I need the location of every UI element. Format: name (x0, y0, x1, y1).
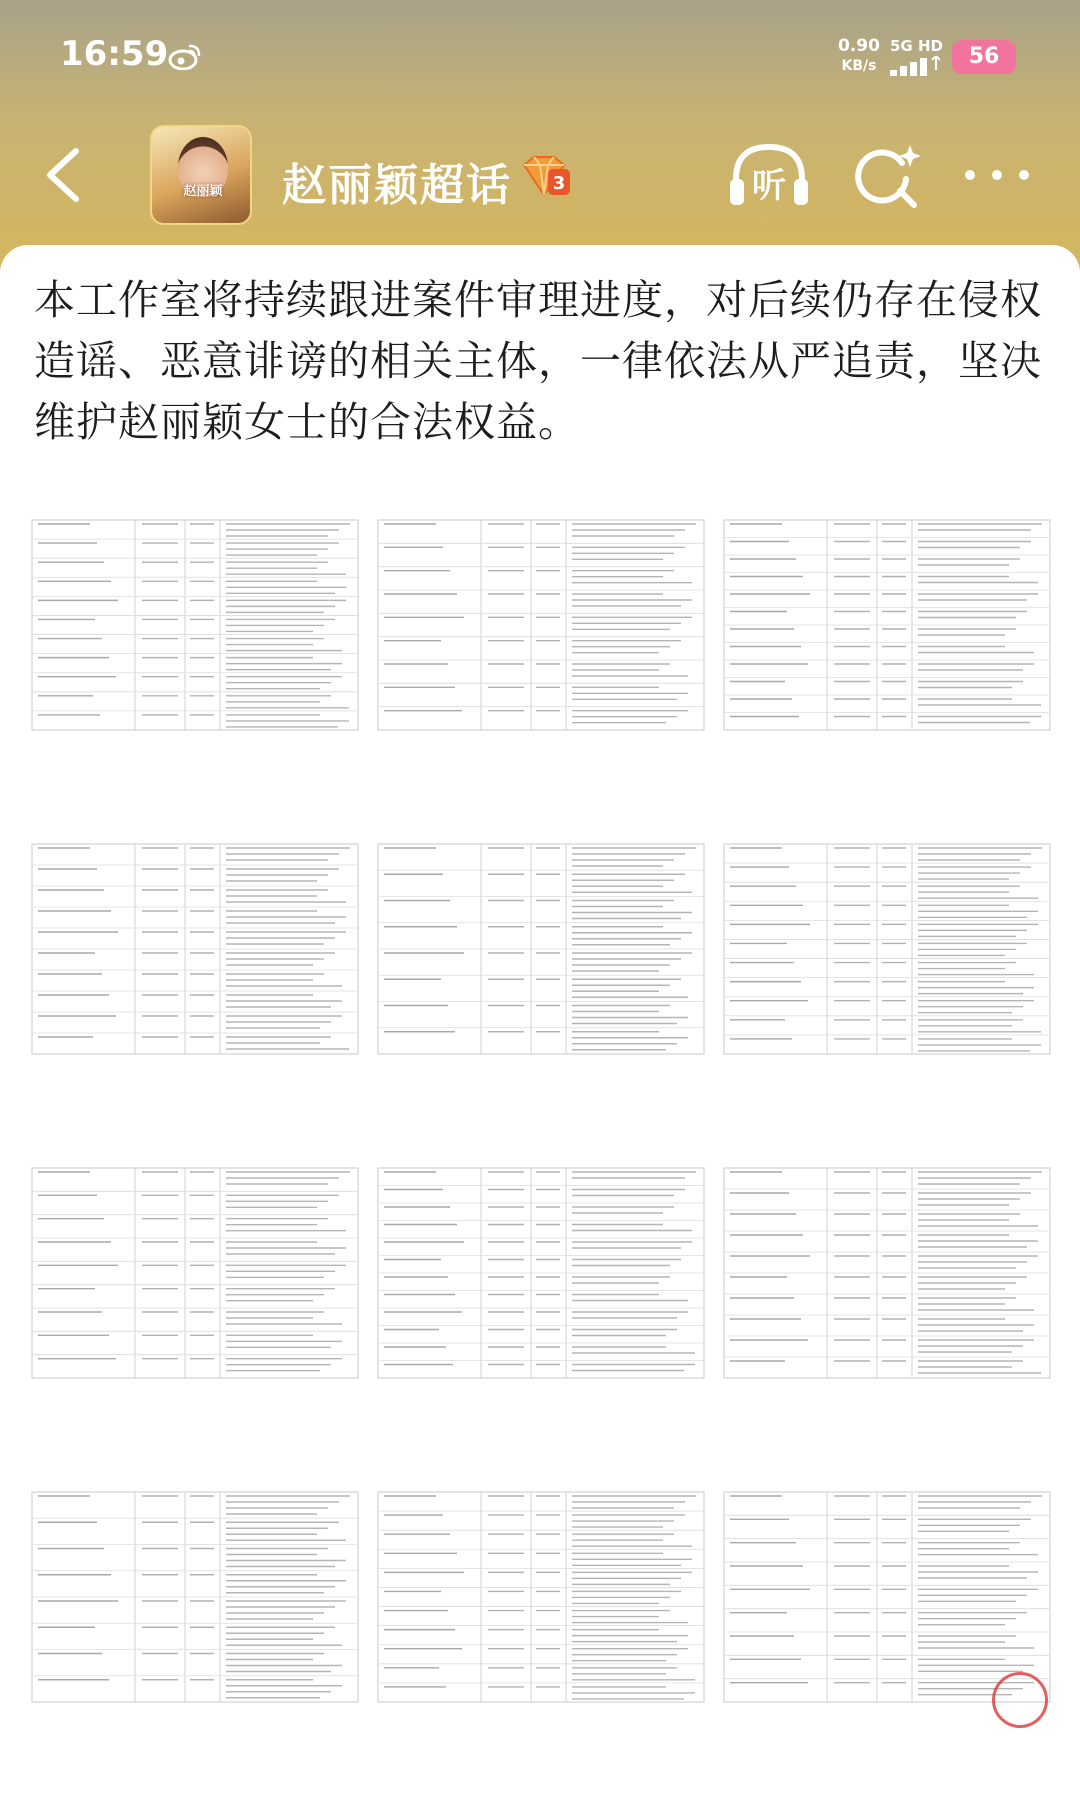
chevron-left-icon (50, 151, 76, 199)
network-speed-unit: KB/s (841, 58, 877, 74)
status-time: 16:59 (60, 34, 169, 74)
official-seal-stamp (992, 1672, 1048, 1728)
post-image-9[interactable] (722, 1148, 1052, 1448)
level-badge-number: 3 (552, 173, 566, 194)
image-grid (30, 500, 1052, 1770)
document-table-scan (376, 500, 706, 800)
document-table-scan (30, 1148, 360, 1448)
document-table-scan (722, 1472, 1052, 1772)
post-image-2[interactable] (376, 500, 706, 800)
status-bar (0, 0, 1080, 115)
post-image-11[interactable] (376, 1472, 706, 1772)
document-table-scan (30, 500, 360, 800)
document-table-scan (376, 824, 706, 1124)
signal-icon (890, 56, 940, 76)
network-type: 5G HD (890, 37, 943, 55)
listen-button[interactable] (728, 141, 810, 211)
document-table-scan (722, 500, 1052, 800)
document-table-scan (30, 824, 360, 1124)
network-speed-value: 0.90 (838, 36, 880, 56)
topic-avatar[interactable] (150, 125, 252, 225)
post-image-1[interactable] (30, 500, 360, 800)
document-table-scan (30, 1472, 360, 1772)
search-sparkle-icon (858, 145, 921, 205)
post-image-12[interactable] (722, 1472, 1052, 1772)
more-button[interactable] (962, 155, 1032, 195)
post-image-4[interactable] (30, 824, 360, 1124)
post-image-10[interactable] (30, 1472, 360, 1772)
listen-label: 听 (752, 166, 786, 206)
level-badge-icon (518, 155, 570, 199)
document-table-scan (376, 1472, 706, 1772)
battery-indicator: 56 (952, 40, 1016, 74)
topic-title[interactable]: 赵丽颖超话 (282, 160, 512, 211)
post-text: 本工作室将持续跟进案件审理进度，对后续仍存在侵权造谣、恶意诽谤的相关主体，一律依法从严追责，坚决维护赵丽颖女士的合法权益。 (34, 276, 1042, 446)
post-image-6[interactable] (722, 824, 1052, 1124)
document-table-scan (376, 1148, 706, 1448)
post-image-5[interactable] (376, 824, 706, 1124)
network-speed (834, 36, 884, 76)
more-dots-icon (965, 170, 1029, 180)
back-button[interactable] (36, 143, 90, 207)
weibo-icon (168, 42, 202, 70)
post-image-3[interactable] (722, 500, 1052, 800)
post-image-7[interactable] (30, 1148, 360, 1448)
search-button[interactable] (852, 141, 924, 211)
topic-nav-bar (0, 125, 1080, 225)
document-table-scan (722, 824, 1052, 1124)
avatar-caption: 赵丽颖 (183, 184, 223, 199)
post-image-8[interactable] (376, 1148, 706, 1448)
document-table-scan (722, 1148, 1052, 1448)
